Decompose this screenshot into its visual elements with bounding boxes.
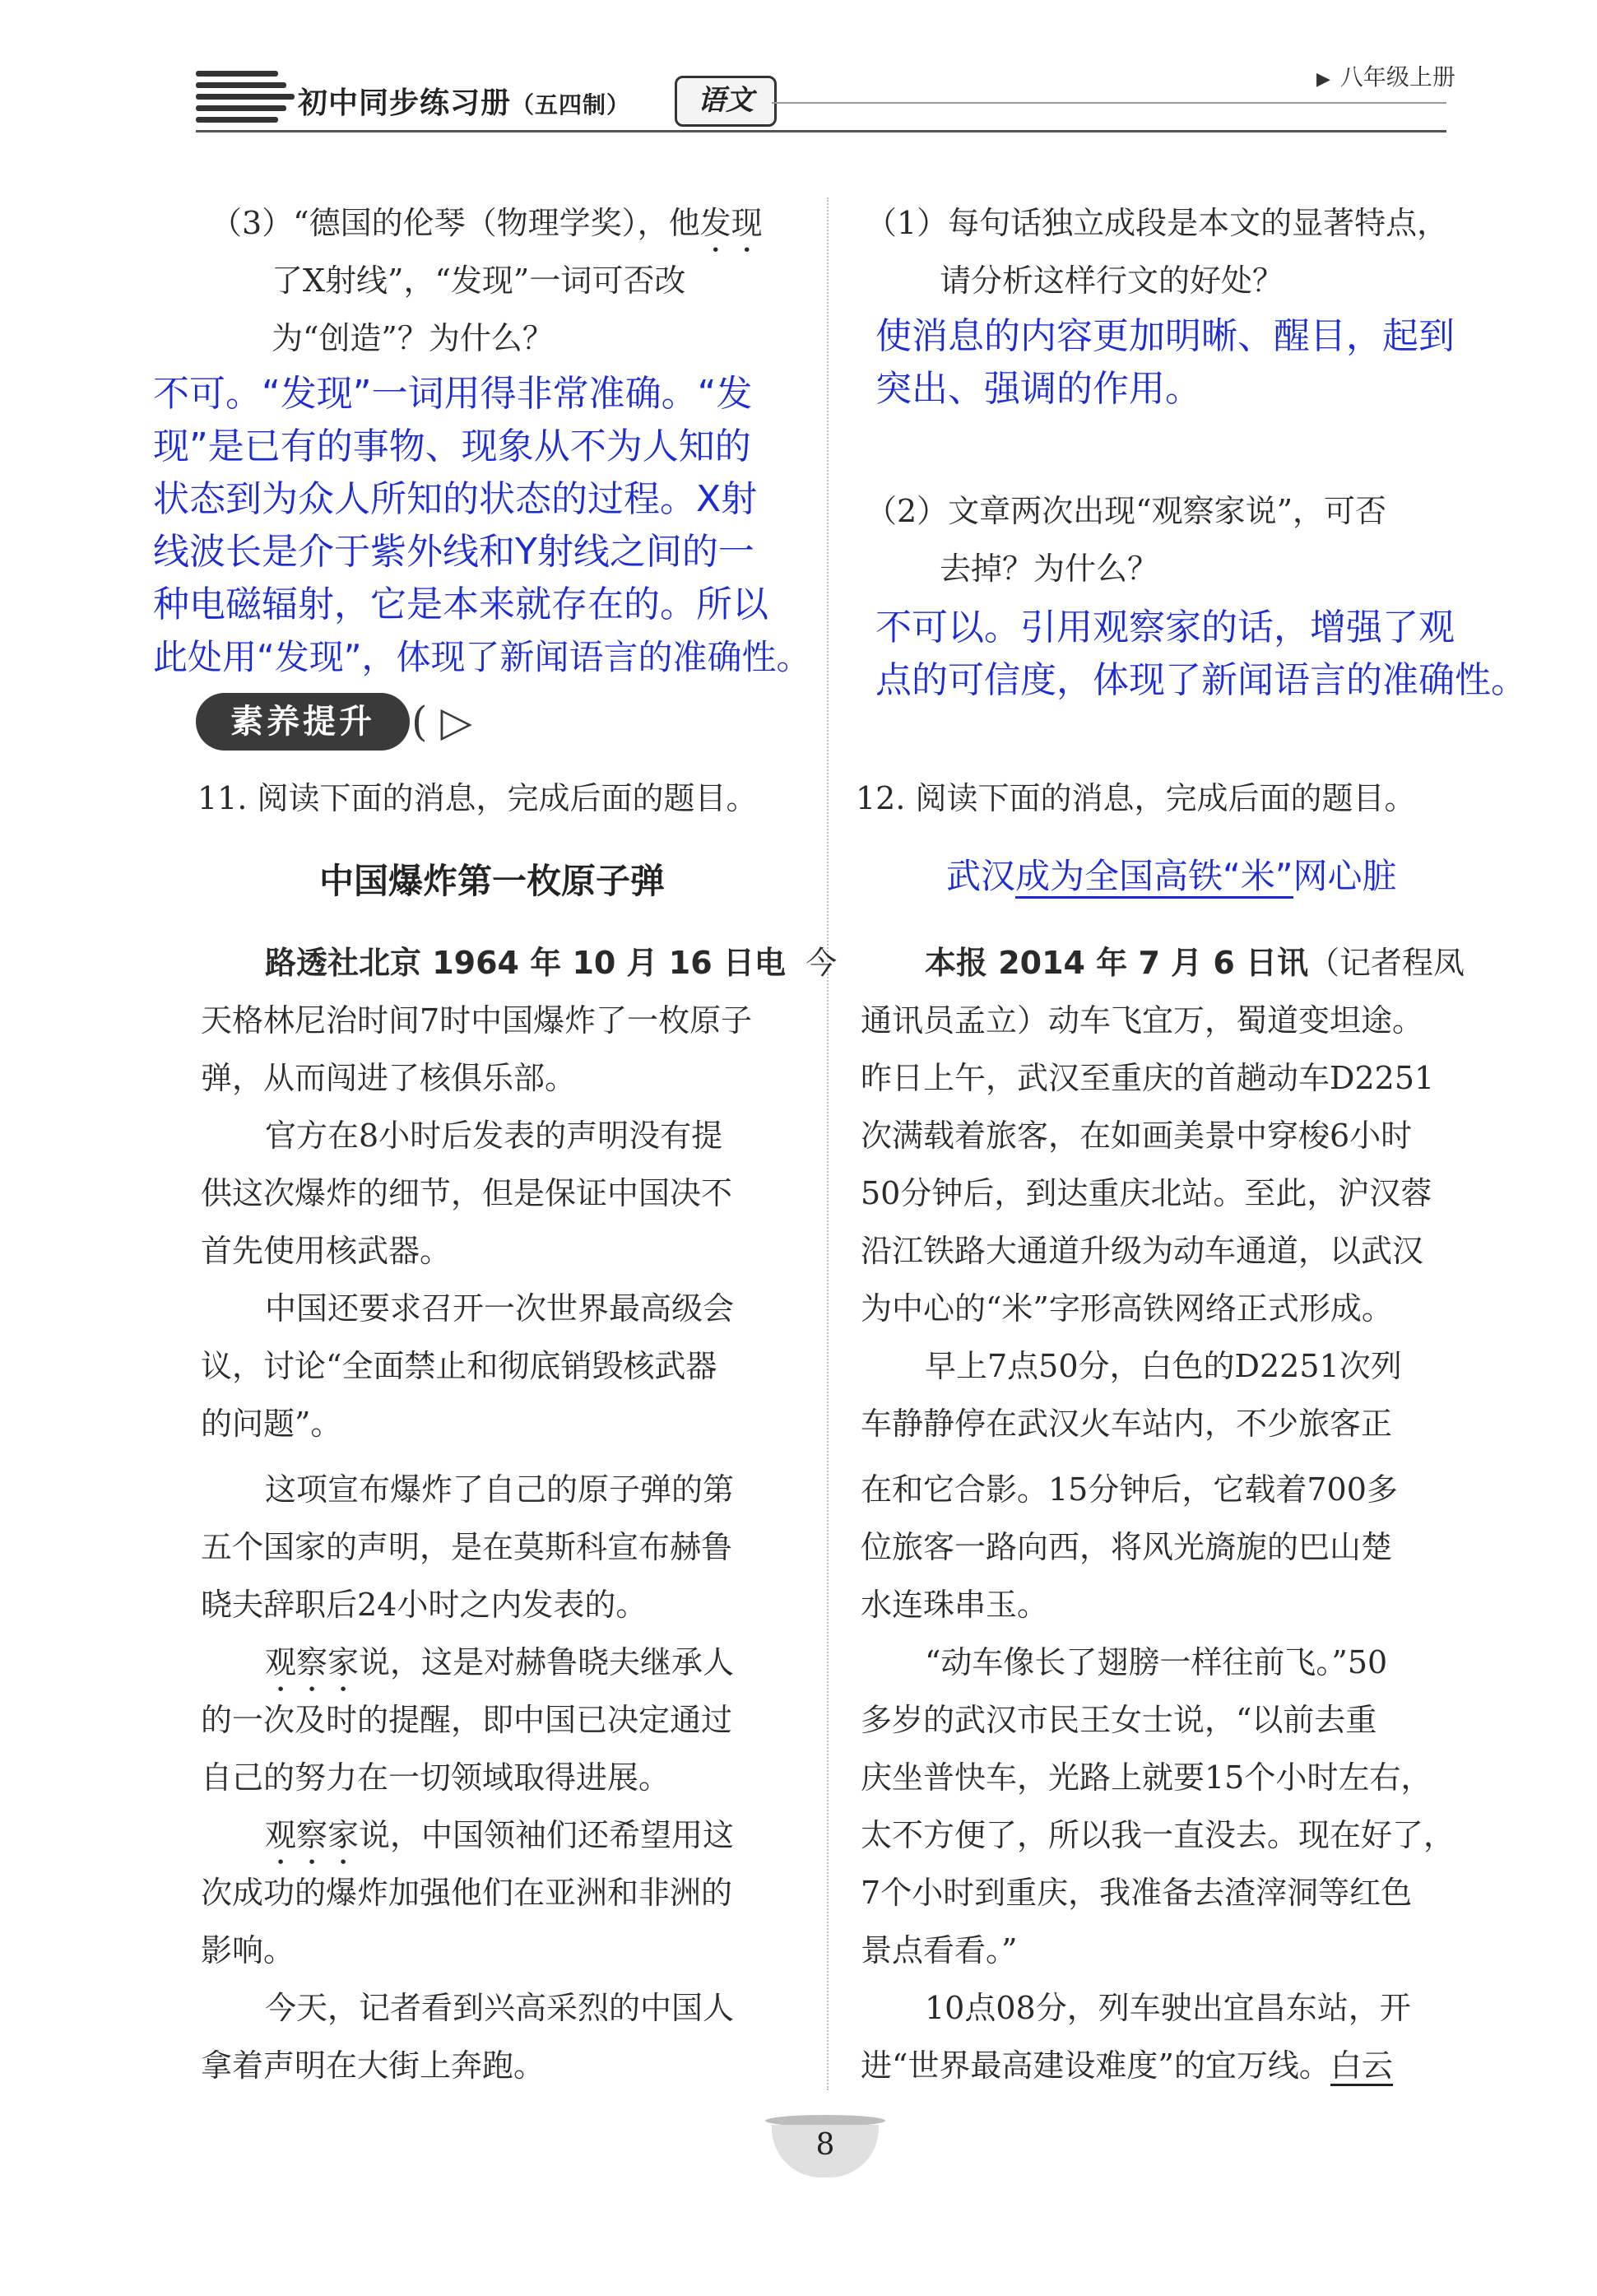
column-divider <box>827 198 829 2090</box>
left-dateline: 路透社北京 1964 年 10 月 16 日电 <box>265 945 786 981</box>
right-line-0: （记者程凤 <box>1308 945 1465 981</box>
answer3-line3: 状态到为众人所知的状态的过程。X射 <box>153 478 758 520</box>
left-line-14: 自己的努力在一切领域取得进展。 <box>201 1759 671 1796</box>
answer1-line1: 使消息的内容更加明晰、醒目，起到 <box>875 315 1455 357</box>
left-line-4: 供这次爆炸的细节，但是保证中国决不 <box>201 1175 733 1211</box>
title-part-1: 武汉 <box>946 856 1016 896</box>
left-line-16: 次成功的爆炸加强他们在亚洲和非洲的 <box>201 1875 733 1911</box>
right-line-17: 景点看看。” <box>861 1932 1018 1968</box>
right-line-1: 通讯员孟立）动车飞宜万，蜀道变坦途。 <box>861 1002 1424 1039</box>
answer3-line4: 线波长是介于紫外线和Y射线之间的一 <box>153 531 754 573</box>
left-line-2: 弹，从而闯进了核俱乐部。 <box>201 1060 577 1096</box>
article-title-right <box>946 849 1397 899</box>
right-line-15: 太不方便了，所以我一直没去。现在好了， <box>861 1817 1455 1853</box>
left-line-10: 五个国家的声明，是在莫斯科宣布赫鲁 <box>201 1529 733 1565</box>
header-rule-top <box>772 102 1446 104</box>
book-title-text: 初中同步练习册 <box>298 86 512 120</box>
play-triangle-icon: ▶ <box>1316 69 1330 90</box>
right-line-8: 车静静停在武汉火车站内，不少旅客正 <box>861 1406 1393 1442</box>
right-line-5: 沿江铁路大通道升级为动车通道，以武汉 <box>861 1233 1424 1269</box>
title-part-3: 网心脏 <box>1293 856 1397 896</box>
left-line-15: 说，中国领袖们还希望用这 <box>359 1817 735 1853</box>
left-line-9: 这项宣布爆炸了自己的原子弹的第 <box>265 1471 735 1508</box>
q3-line3: 为“创造”？为什么？ <box>272 320 554 356</box>
answer3-line1: 不可。“发现”一词用得非常准确。“发 <box>153 373 753 415</box>
arrow-right-icon: ( ▷ <box>411 698 472 746</box>
right-line-7: 早上7点50分，白色的D2251次列 <box>925 1348 1402 1384</box>
article-title-left: 中国爆炸第一枚原子弹 <box>319 861 666 901</box>
q3-line2: 了X射线”，“发现”一词可否改 <box>272 263 686 299</box>
left-line-7: 议，讨论“全面禁止和彻底销毁核武器 <box>201 1348 717 1384</box>
right-line-2: 昨日上午，武汉至重庆的首趟动车D2251 <box>861 1060 1435 1096</box>
right-line-3: 次满载着旅客，在如画美景中穿梭6小时 <box>861 1118 1413 1154</box>
right-line-18: 10点08分，列车驶出宜昌东站，开 <box>925 1990 1411 2026</box>
right-line-19: 进“世界最高建设难度”的宜万线。 <box>861 2047 1330 2084</box>
q1-line2: 请分析这样行文的好处？ <box>940 263 1284 299</box>
q12-prompt: 12. 阅读下面的消息，完成后面的题目。 <box>856 780 1416 816</box>
right-last-row <box>861 2037 1393 2094</box>
q2-line1: （2）文章两次出现“观察家说”，可否 <box>866 493 1387 529</box>
left-line-5: 首先使用核武器。 <box>201 1233 452 1269</box>
answer2-line2: 点的可信度，体现了新闻语言的准确性。 <box>875 659 1527 701</box>
left-line-11: 晓夫辞职后24小时之内发表的。 <box>201 1587 648 1623</box>
header-logo-icon <box>196 71 295 123</box>
answer1-line2: 突出、强调的作用。 <box>875 368 1201 410</box>
right-line-13: 多岁的武汉市民王女士说，“以前去重 <box>861 1702 1377 1738</box>
section-badge: 素养提升 <box>196 693 410 751</box>
left-line-8: 的问题”。 <box>201 1406 342 1442</box>
left-line-18: 今天，记者看到兴高采烈的中国人 <box>265 1990 735 2026</box>
right-last-word: 白云 <box>1330 2047 1393 2086</box>
right-line-11: 水连珠串玉。 <box>861 1587 1049 1623</box>
left-line-6: 中国还要求召开一次世界最高级会 <box>265 1290 735 1327</box>
q2-line2: 去掉？为什么？ <box>940 551 1159 587</box>
right-dateline-row <box>925 934 1465 992</box>
title-part-underlined: 成为全国高铁“米” <box>1015 856 1293 899</box>
left-line-0: 今 <box>805 945 838 981</box>
answer3-line5: 种电磁辐射，它是本来就存在的。所以 <box>153 583 768 625</box>
page-number: 8 <box>772 2125 879 2177</box>
left-line-13: 的一次及时的提醒，即中国已决定通过 <box>201 1702 733 1738</box>
answer3-line6: 此处用“发现”，体现了新闻语言的准确性。 <box>153 637 811 677</box>
grade-text: 八年级上册 <box>1339 63 1455 91</box>
header-rule <box>196 130 1446 132</box>
q1-line1: （1）每句话独立成段是本文的显著特点， <box>866 205 1449 241</box>
subject-tag: 语文 <box>675 76 777 127</box>
right-line-6: 为中心的“米”字形高铁网络正式形成。 <box>861 1290 1393 1327</box>
left-observer-row-2 <box>265 1806 734 1871</box>
right-line-10: 位旅客一路向西，将风光旖旎的巴山楚 <box>861 1529 1393 1565</box>
left-observer-row-1 <box>265 1634 734 1699</box>
left-line-3: 官方在8小时后发表的声明没有提 <box>265 1118 723 1154</box>
observer-word-1: 观察家 <box>265 1644 360 1680</box>
book-edition: （五四制） <box>511 91 631 119</box>
left-line-12: 说，这是对赫鲁晓夫继承人 <box>359 1644 735 1680</box>
right-line-4: 50分钟后，到达重庆北站。至此，沪汉蓉 <box>861 1175 1432 1211</box>
right-line-14: 庆坐普快车，光路上就要15个小时左右， <box>861 1759 1432 1796</box>
right-line-12: “动车像长了翅膀一样往前飞。”50 <box>925 1644 1388 1680</box>
book-title <box>298 80 630 122</box>
right-line-16: 7个小时到重庆，我准备去渣滓洞等红色 <box>861 1875 1413 1911</box>
grade-label <box>1316 59 1455 92</box>
left-line-17: 影响。 <box>201 1932 295 1968</box>
right-line-9: 在和它合影。15分钟后，它载着700多 <box>861 1471 1398 1508</box>
answer3-line2: 现”是已有的事物、现象从不为人知的 <box>153 425 751 467</box>
observer-word-2: 观察家 <box>265 1817 360 1853</box>
right-dateline: 本报 2014 年 7 月 6 日讯 <box>925 945 1309 981</box>
left-dateline-row <box>265 934 837 992</box>
q3-line1: （3）“德国的伦琴（物理学奖），他发现 <box>211 205 763 241</box>
left-line-19: 拿着声明在大街上奔跑。 <box>201 2047 545 2084</box>
left-line-1: 天格林尼治时间7时中国爆炸了一枚原子 <box>201 1002 753 1039</box>
answer2-line1: 不可以。引用观察家的话，增强了观 <box>875 607 1455 648</box>
q11-prompt: 11. 阅读下面的消息，完成后面的题目。 <box>197 780 758 816</box>
